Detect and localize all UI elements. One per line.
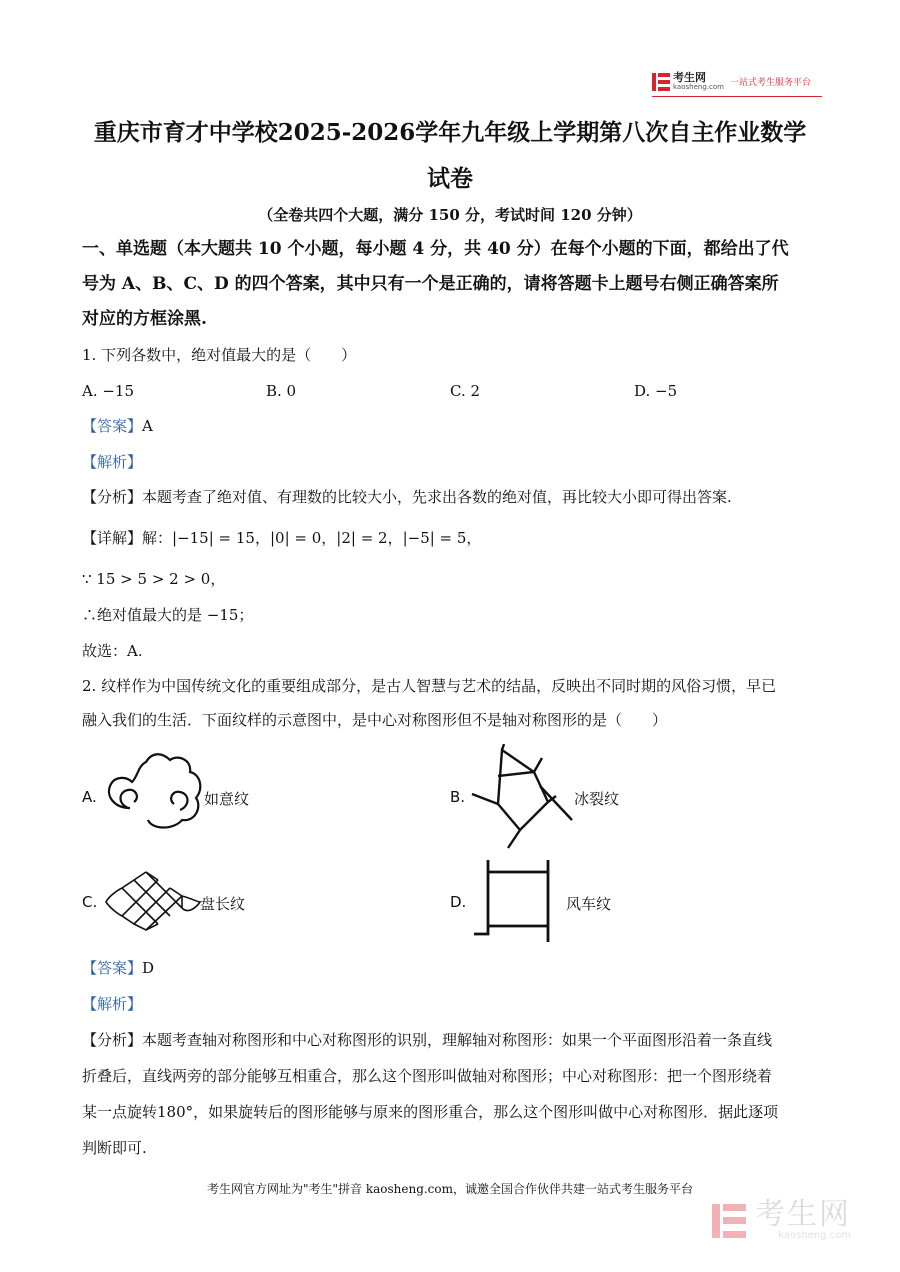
header-rule	[652, 96, 822, 97]
page-footer: 考生网官方网址为"考生"拼音 kaosheng.com，诚邀全国合作伙伴共建一站式考生服务平台	[206, 1182, 694, 1196]
q1-because: ∵ 15 > 5 > 2 > 0，	[82, 570, 226, 588]
answer-tag: 【答案】	[82, 959, 143, 977]
section-heading	[82, 232, 822, 337]
watermark	[712, 1197, 851, 1241]
q2-fenxi-line2: 折叠后，直线两旁的部分能够互相重合，那么这个图形叫做轴对称图形；中心对称图形：把一个图形绕着	[82, 1067, 773, 1085]
q2-analysis-tag: 【解析】	[82, 995, 143, 1013]
bingli-pattern-figure	[468, 744, 578, 854]
q2-fenxi-text: 本题考查轴对称图形和中心对称图形的识别，理解轴对称图形：如果一个平面图形沿着一条直线	[142, 1031, 773, 1049]
q1-options	[82, 381, 822, 401]
q1-xiangjie	[82, 528, 822, 548]
q2-option-b-letter: B.	[450, 788, 466, 806]
q2-option-a-name: 如意纹	[204, 790, 250, 808]
q2-fenxi-line4: 判断即可.	[82, 1139, 147, 1157]
q1-option-c: C. 2	[450, 382, 481, 400]
q2-answer	[82, 958, 822, 978]
q1-stem: 1. 下列各数中，绝对值最大的是（ ）	[82, 346, 357, 364]
fenxi-tag: 【分析】	[82, 1031, 143, 1049]
q1-xiangjie-text: 解：|−15| = 15，|0| = 0，|2| = 2，|−5| = 5，	[142, 529, 482, 547]
logo-url: kaosheng.com	[673, 83, 724, 91]
q2-answer-value: D	[142, 959, 155, 977]
page-title: 重庆市育才中学校2025-2026学年九年级上学期第八次自主作业数学	[93, 119, 807, 146]
q2-option-b-name: 冰裂纹	[574, 790, 620, 808]
q1-fenxi-text: 本题考查了绝对值、有理数的比较大小，先求出各数的绝对值，再比较大小即可得出答案.	[142, 488, 732, 506]
q1-therefore: ∴绝对值最大的是 −15；	[82, 606, 254, 624]
q1-option-b: B. 0	[266, 382, 297, 400]
q2-option-a-letter: A.	[82, 788, 97, 806]
q2-option-c-letter: C.	[82, 893, 98, 911]
xiangjie-tag: 【详解】	[82, 529, 143, 547]
page-title-line2: 试卷	[427, 165, 473, 192]
q2-stem-line1: 2. 纹样作为中国传统文化的重要组成部分，是古人智慧与艺术的结晶，反映出不同时期的风俗习惯，早已	[82, 677, 777, 695]
panchang-pattern-figure	[100, 868, 204, 934]
exam-info: （全卷共四个大题，满分 150 分，考试时间 120 分钟）	[258, 206, 642, 224]
watermark-text: 考生网	[755, 1197, 851, 1232]
q1-analysis-tag: 【解析】	[82, 453, 143, 471]
kaosheng-logo-icon	[652, 73, 670, 91]
q1-choose: 故选：A.	[82, 642, 143, 660]
watermark-logo-icon	[712, 1204, 746, 1238]
q2-fenxi-line3: 某一点旋转180°，如果旋转后的图形能够与原来的图形重合，那么这个图形叫做中心对称图形．据此逐项	[82, 1103, 779, 1121]
q2-option-d-letter: D.	[450, 893, 467, 911]
q2-option-d-name: 风车纹	[566, 895, 612, 913]
section-heading-line1: 一、单选题（本大题共 10 个小题，每小题 4 分，共 40 分）在每个小题的下面，都给出了代	[82, 239, 789, 259]
q2-option-c-name: 盘长纹	[200, 895, 246, 913]
q1-fenxi	[82, 487, 822, 507]
q1-option-a: A. −15	[82, 382, 135, 400]
ruyi-pattern-figure	[100, 748, 210, 838]
q2-fenxi-line1	[82, 1030, 822, 1050]
fenxi-tag: 【分析】	[82, 488, 143, 506]
q1-option-d: D. −5	[634, 382, 678, 400]
section-heading-line3: 对应的方框涂黑.	[82, 309, 207, 329]
answer-tag: 【答案】	[82, 417, 143, 435]
header-logo	[652, 72, 811, 91]
logo-slogan: 一站式考生服务平台	[729, 78, 811, 88]
watermark-url: kaosheng.com	[778, 1230, 851, 1241]
logo-name: 考生网	[673, 71, 706, 84]
q1-answer	[82, 416, 822, 436]
section-heading-line2: 号为 A、B、C、D 的四个答案，其中只有一个是正确的，请将答题卡上题号右侧正确答案所	[82, 274, 779, 294]
q1-answer-value: A	[142, 417, 153, 435]
fengche-pattern-figure	[470, 856, 560, 946]
q2-stem-line2: 融入我们的生活．下面纹样的示意图中，是中心对称图形但不是轴对称图形的是（ ）	[82, 711, 668, 729]
